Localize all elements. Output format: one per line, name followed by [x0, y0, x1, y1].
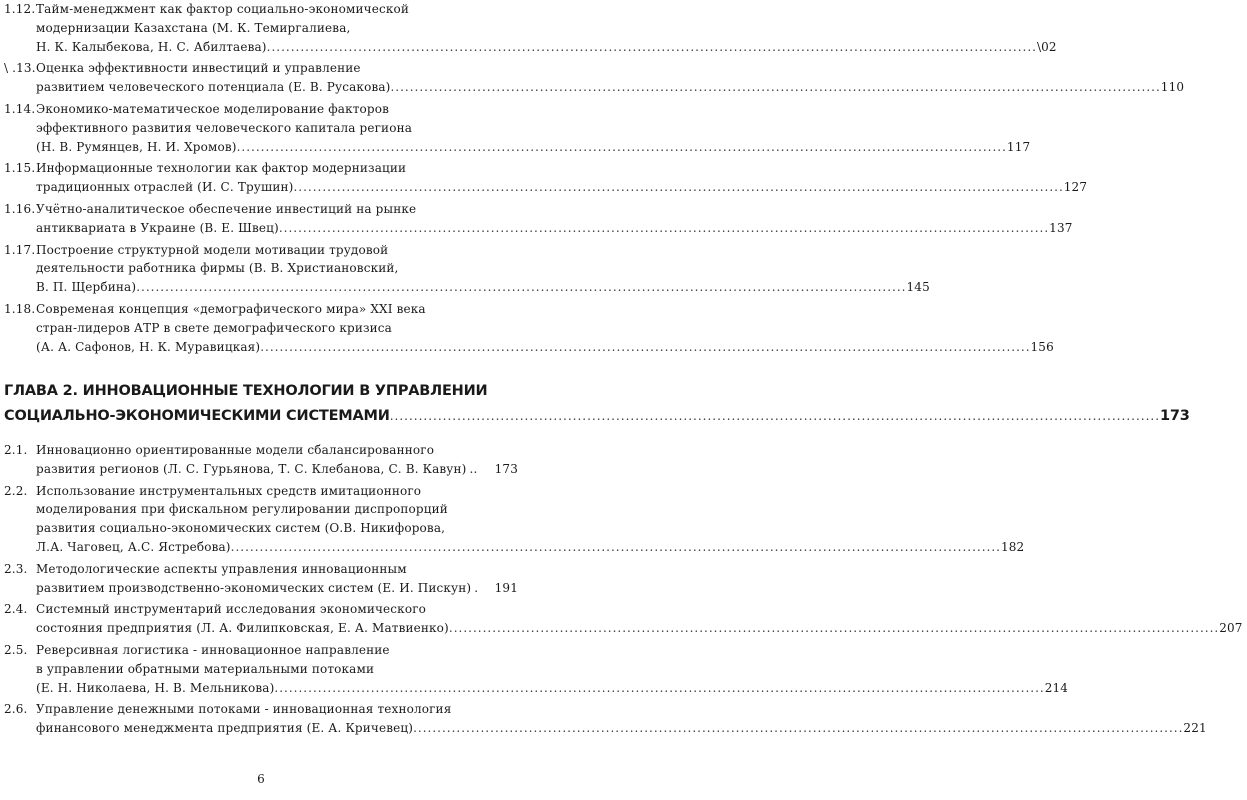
leader-dots [237, 138, 1007, 157]
toc-entry-title-text: развитием человеческого потенциала (Е. В. Русакова) [36, 80, 391, 95]
toc-entry-line [0, 59, 522, 78]
toc-entry-number: 2.5. [4, 642, 28, 657]
toc-entry-line [0, 579, 522, 598]
toc-entry-title-text: Реверсивная логистика - инновационное направление [36, 642, 390, 657]
toc-entry-page-number: 127 [1063, 180, 1088, 195]
toc-entry-line [0, 719, 1207, 738]
toc-entry-page-number: 145 [906, 280, 930, 295]
toc-entry-page-number: 117 [1006, 139, 1031, 154]
chapter-title-line-2: СОЦИАЛЬНО-ЭКОНОМИЧЕСКИМИ СИСТЕМАМИ [4, 408, 390, 424]
toc-entry-line [0, 38, 1057, 57]
toc-entry[interactable] [0, 159, 1088, 197]
toc-entry[interactable] [0, 482, 1025, 557]
toc-entry-line [0, 159, 522, 178]
toc-entry-number: 1.14. [4, 101, 36, 116]
leader-dots [449, 619, 1219, 638]
toc-entry-title-text: финансового менеджмента предприятия (Е. А. Кричевец) [36, 721, 414, 736]
toc-entry-line [0, 319, 522, 338]
toc-entry-line [0, 259, 522, 278]
toc-entry-line [0, 119, 522, 138]
toc-entry-line [0, 560, 522, 579]
toc-entry[interactable] [0, 560, 522, 598]
toc-entry-line [0, 78, 1185, 97]
chapter-title-line-2-row [4, 404, 1190, 429]
toc-entry[interactable] [0, 100, 1031, 156]
leader-dots [390, 404, 1160, 429]
toc-entry-title-text: развития регионов (Л. С. Гурьянова, Т. С. Клебанова, С. В. Кавун) [36, 461, 467, 476]
toc-entry-line [0, 460, 522, 479]
leader-dots [136, 278, 906, 297]
toc-entry[interactable] [0, 441, 522, 479]
toc-entry-title-text: Н. К. Калыбекова, Н. С. Абилтаева) [36, 39, 267, 54]
toc-entry-number: 2.4. [4, 602, 28, 617]
leader-dots [279, 219, 1049, 238]
toc-entry-title-text: состояния предприятия (Л. А. Филипковская, Е. А. Матвиенко) [36, 621, 449, 636]
toc-entry-page-number: 182 [1000, 539, 1025, 554]
toc-entry-page-number: \02 [1036, 39, 1057, 54]
toc-entry-title-text: Системный инструментарий исследования экономического [36, 602, 427, 617]
toc-entry-line [0, 300, 522, 319]
toc-entry-title-text: Информационные технологии как фактор модернизации [36, 161, 407, 176]
toc-entry-number: 2.2. [4, 483, 28, 498]
toc-entry-line [0, 19, 522, 38]
leader-dots [390, 78, 1160, 97]
toc-entry-line [0, 241, 522, 260]
toc-entry-title-text: развитием производственно-экономических систем (Е. И. Пискун) [36, 580, 472, 595]
chapter-page-number: 173 [1160, 408, 1190, 424]
toc-entry-page-number: 221 [1183, 721, 1207, 736]
leader-dots [260, 338, 1030, 357]
toc-entry-title-text: Тайм-менеджмент как фактор социально-экономической [36, 2, 409, 16]
toc-entry[interactable] [0, 700, 1207, 738]
toc-entry-title-text: развития социально-экономических систем (О.В. Никифорова, [36, 521, 446, 536]
toc-entry[interactable] [0, 300, 1054, 356]
toc-entry-line [0, 278, 930, 297]
toc-entry-title-text: модернизации Казахстана (М. К. Темиргалиева, [36, 20, 351, 35]
chapter-title-line-1: ГЛАВА 2. ИННОВАЦИОННЫЕ ТЕХНОЛОГИИ В УПРАВЛЕНИИ [4, 383, 488, 399]
toc-entry-title-text: эффективного развития человеческого капитала региона [36, 120, 413, 135]
leader-dots: .. [469, 461, 478, 476]
toc-entry-title-text: Современая концепция «демографического мира» XXI века [36, 301, 426, 316]
toc-entry-number: 2.1. [4, 443, 28, 457]
page-footer-number: 6 [257, 772, 265, 786]
toc-section-chapter-2 [0, 441, 1243, 738]
toc-entry-page-number: 156 [1030, 339, 1054, 354]
leader-dots [413, 719, 1183, 738]
toc-entry-page-number: 137 [1049, 220, 1073, 235]
toc-entry-line [0, 138, 1031, 157]
toc-entry-line [0, 338, 1054, 357]
toc-entry-line [0, 100, 522, 119]
chapter-2-heading[interactable] [0, 379, 1190, 429]
toc-entry-line [0, 538, 1025, 557]
toc-entry-line [0, 700, 522, 719]
toc-entry-line [0, 679, 1069, 698]
toc-entry-title-text: В. П. Щербина) [36, 280, 137, 295]
toc-entry-title-text: традиционных отраслей (И. С. Трушин) [36, 180, 294, 195]
toc-entry-line [0, 660, 522, 679]
leader-dots: . [474, 580, 479, 595]
toc-entry[interactable] [0, 241, 930, 297]
toc-entry-line [0, 219, 1073, 238]
toc-entry-title-text: деятельности работника фирмы (В. В. Христиановский, [36, 261, 399, 276]
toc-entry-page-number: 173 [494, 461, 518, 476]
toc-entry-line [0, 482, 522, 501]
toc-entry-line [0, 178, 1088, 197]
toc-entry-title-text: Использование инструментальных средств имитационного [36, 483, 422, 498]
toc-entry-title-text: Построение структурной модели мотивации трудовой [36, 242, 389, 257]
toc-entry-line [0, 0, 522, 19]
toc-entry-title-text: Учётно-аналитическое обеспечение инвестиций на рынке [36, 201, 417, 216]
leader-dots [274, 679, 1044, 698]
toc-entry-title-text: антиквариата в Украине (В. Е. Швец) [36, 220, 279, 235]
toc-entry-number: 1.16. [4, 201, 36, 216]
toc-section-chapter-1 [0, 0, 1185, 356]
toc-entry-page-number: 110 [1160, 80, 1185, 95]
toc-entry-line [0, 641, 522, 660]
toc-entry[interactable] [0, 59, 1185, 97]
toc-entry-title-text: в управлении обратными материальными потоками [36, 661, 375, 676]
toc-entry-number: 2.6. [4, 702, 28, 717]
toc-entry-number: 1.12. [4, 2, 36, 16]
toc-entry-title-text: (Н. В. Румянцев, Н. И. Хромов) [36, 139, 237, 154]
toc-entry-number: 1.17. [4, 242, 36, 257]
toc-entry[interactable] [0, 200, 1073, 238]
toc-entry-title-text: (Е. Н. Николаева, Н. В. Мельникова) [36, 680, 275, 695]
leader-dots [231, 538, 1001, 557]
toc-entry-number: \ .13. [4, 61, 36, 76]
toc-entry-title-text: Методологические аспекты управления инновационным [36, 561, 407, 576]
leader-dots [267, 38, 1037, 57]
toc-entry[interactable] [0, 0, 1057, 56]
toc-entry-title-text: Управление денежными потоками - инновационная технология [36, 702, 452, 717]
toc-entry-title-text: Экономико-математическое моделирование факторов [36, 101, 390, 116]
toc-entry[interactable] [0, 641, 1069, 697]
toc-entry-page-number: 207 [1219, 621, 1243, 636]
toc-entry-title-text: стран-лидеров АТР в свете демографического кризиса [36, 320, 392, 335]
toc-entry-page-number: 214 [1044, 680, 1069, 695]
toc-entry[interactable] [0, 600, 1243, 638]
toc-entry-title-text: моделирования при фискальном регулировании диспропорций [36, 502, 448, 517]
toc-entry-title-text: Инновационно ориентированные модели сбалансированного [36, 443, 435, 457]
toc-entry-line [0, 619, 1243, 638]
toc-entry-title-text: (А. А. Сафонов, Н. К. Муравицкая) [36, 339, 261, 354]
toc-entry-page-number: 191 [494, 580, 518, 595]
toc-entry-line [0, 200, 522, 219]
toc-entry-line [0, 500, 522, 519]
toc-entry-line [0, 600, 522, 619]
toc-entry-number: 2.3. [4, 561, 28, 576]
toc-entry-number: 1.15. [4, 161, 36, 176]
toc-entry-title-text: Л.А. Чаговец, А.С. Ястребова) [36, 539, 231, 554]
toc-entry-number: 1.18. [4, 301, 36, 316]
leader-dots [293, 178, 1063, 197]
toc-entry-title-text: Оценка эффективности инвестиций и управление [36, 61, 361, 76]
toc-entry-line [0, 519, 522, 538]
toc-entry-line [0, 441, 522, 460]
